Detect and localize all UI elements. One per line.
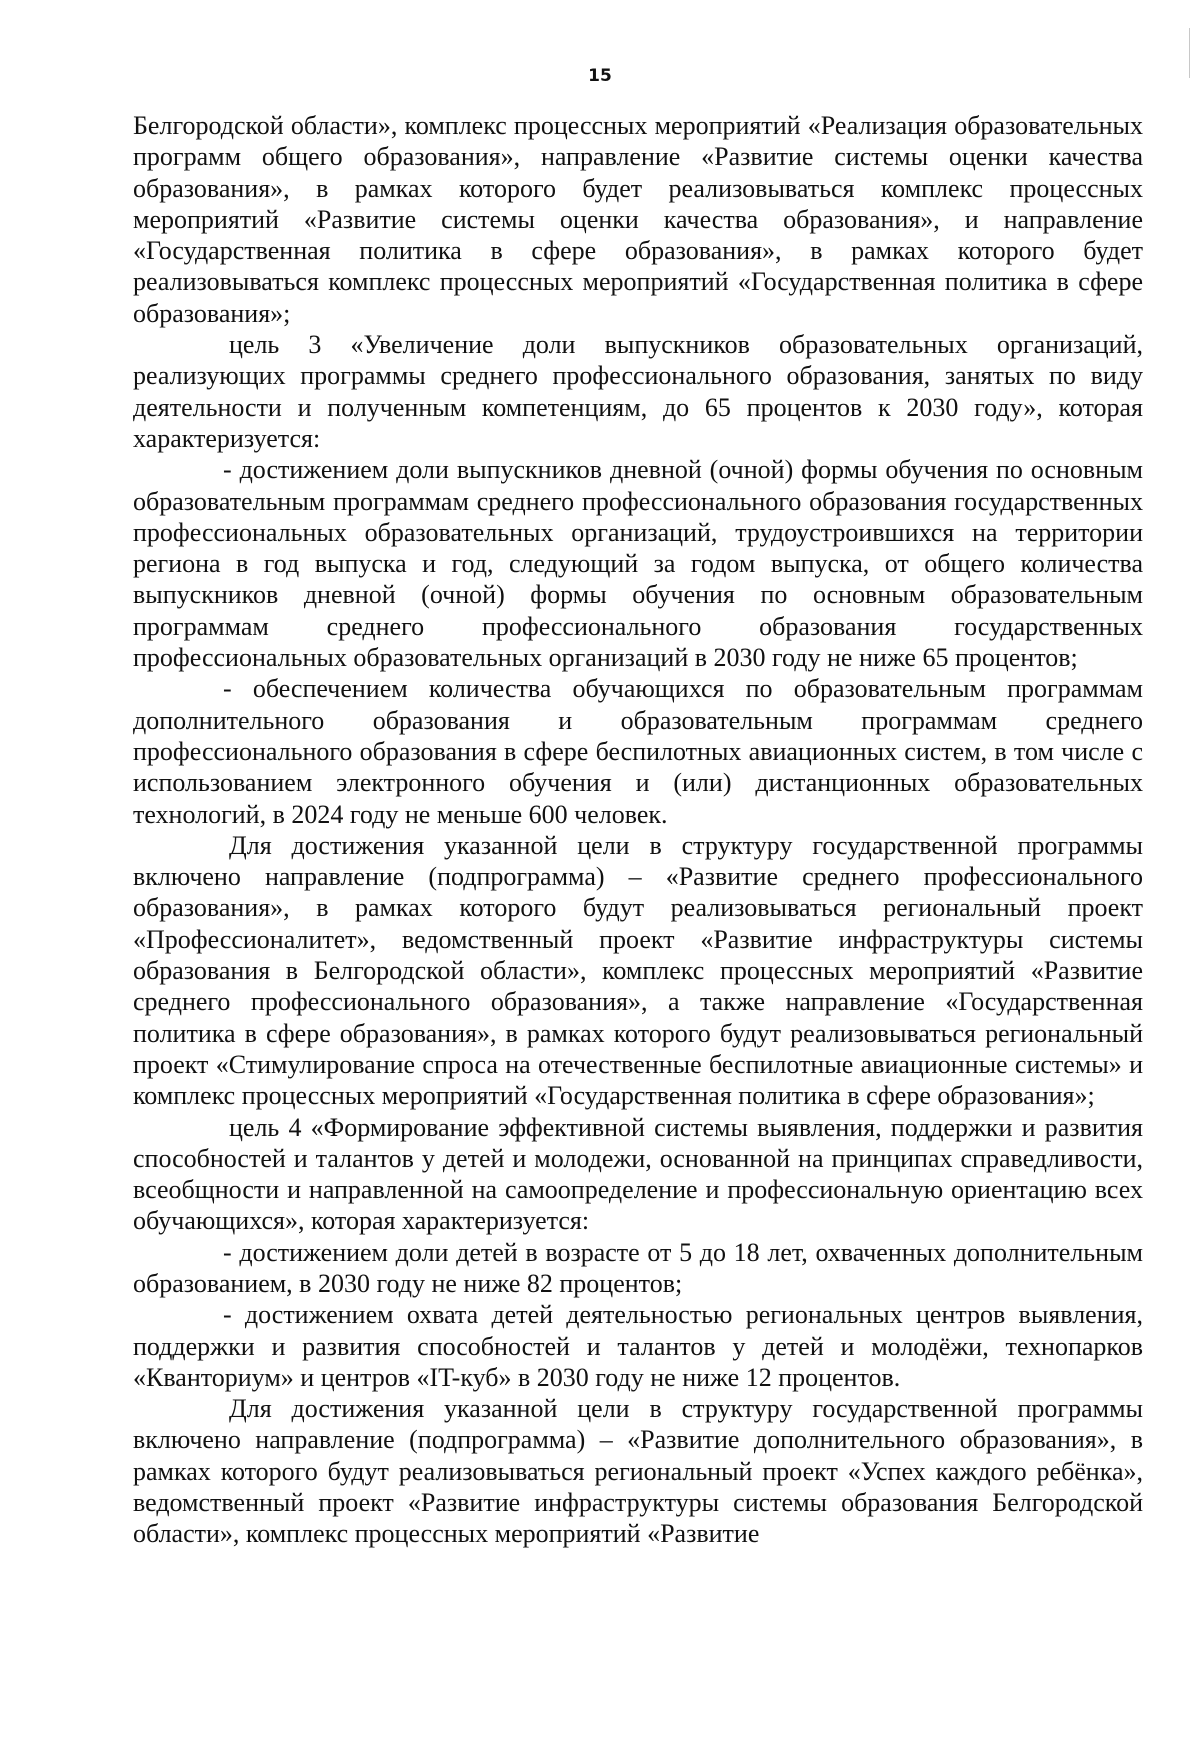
paragraph-goal-3-indicator-2: - обеспечением количества обучающихся по образовательным программам дополнительного образования и образовательным программам среднего профессионального образования в сфере беспилотных авиационных систем, в том числе с использованием электронного обучения и (или) дистанционных образовательных технологий, в 2024 году не меньше 600 человек. bbox=[133, 674, 1143, 829]
paragraph-goal-3-structure: Для достижения указанной цели в структуру государственной программы включено направление (подпрограмма) – «Развитие среднего профессионального образования», в рамках которого будут реализовываться региональный проект «Профессионалитет», ведомственный проект «Развитие инфраструктуры системы образования в Белгородской области», комплекс процессных мероприятий «Развитие среднего профессионального образования», а также направление «Государственная политика в сфере образования», в рамках которого будут реализовываться региональный проект «Стимулирование спроса на отечественные беспилотные авиационные системы» и комплекс процессных мероприятий «Государственная политика в сфере образования»; bbox=[133, 830, 1143, 1111]
paragraph-goal-3: цель 3 «Увеличение доли выпускников образовательных организаций, реализующих программы среднего профессионального образования, занятых по виду деятельности и полученным компетенциям, до 65 процентов к 2030 году», которая характеризуется: bbox=[133, 330, 1143, 453]
paragraph-goal-4: цель 4 «Формирование эффективной системы выявления, поддержки и развития способностей и талантов у детей и молодежи, основанной на принципах справедливости, всеобщности и направленной на самоопределение и профессиональную ориентацию всех обучающихся», которая характеризуется: bbox=[133, 1112, 1143, 1236]
document-body bbox=[133, 110, 1143, 1550]
paragraph-goal-3-indicator-1: - достижением доли выпускников дневной (очной) формы обучения по основным образовательным программам среднего профессионального образования государственных профессиональных образовательных организаций, трудоустроившихся на территории региона в год выпуска и год, следующий за годом выпуска, от общего количества выпускников дневной (очной) формы обучения по основным образовательным программам среднего профессионального образования государственных профессиональных образовательных организаций в 2030 году не ниже 65 процентов; bbox=[133, 455, 1143, 673]
page-number: 15 bbox=[588, 66, 612, 86]
paragraph-continuation: Белгородской области», комплекс процессных мероприятий «Реализация образовательных программ общего образования», направление «Развитие системы оценки качества образования», в рамках которого будет реализовываться комплекс процессных мероприятий «Развитие системы оценки качества образования», и направление «Государственная политика в сфере образования», в рамках которого будет реализовываться комплекс процессных мероприятий «Государственная политика в сфере образования»; bbox=[133, 111, 1143, 328]
paragraph-goal-4-structure: Для достижения указанной цели в структуру государственной программы включено направление (подпрограмма) – «Развитие дополнительного образования», в рамках которого будут реализовываться региональный проект «Успех каждого ребёнка», ведомственный проект «Развитие инфраструктуры системы образования Белгородской области», комплекс процессных мероприятий «Развитие bbox=[133, 1394, 1143, 1549]
paragraph-goal-4-indicator-2: - достижением охвата детей деятельностью региональных центров выявления, поддержки и развития способностей и талантов у детей и молодёжи, технопарков «Кванториум» и центров «IT-куб» в 2030 году не ниже 12 процентов. bbox=[133, 1300, 1143, 1392]
paragraph-goal-4-indicator-1: - достижением доли детей в возрасте от 5 до 18 лет, охваченных дополнительным образованием, в 2030 году не ниже 82 процентов; bbox=[133, 1237, 1143, 1298]
